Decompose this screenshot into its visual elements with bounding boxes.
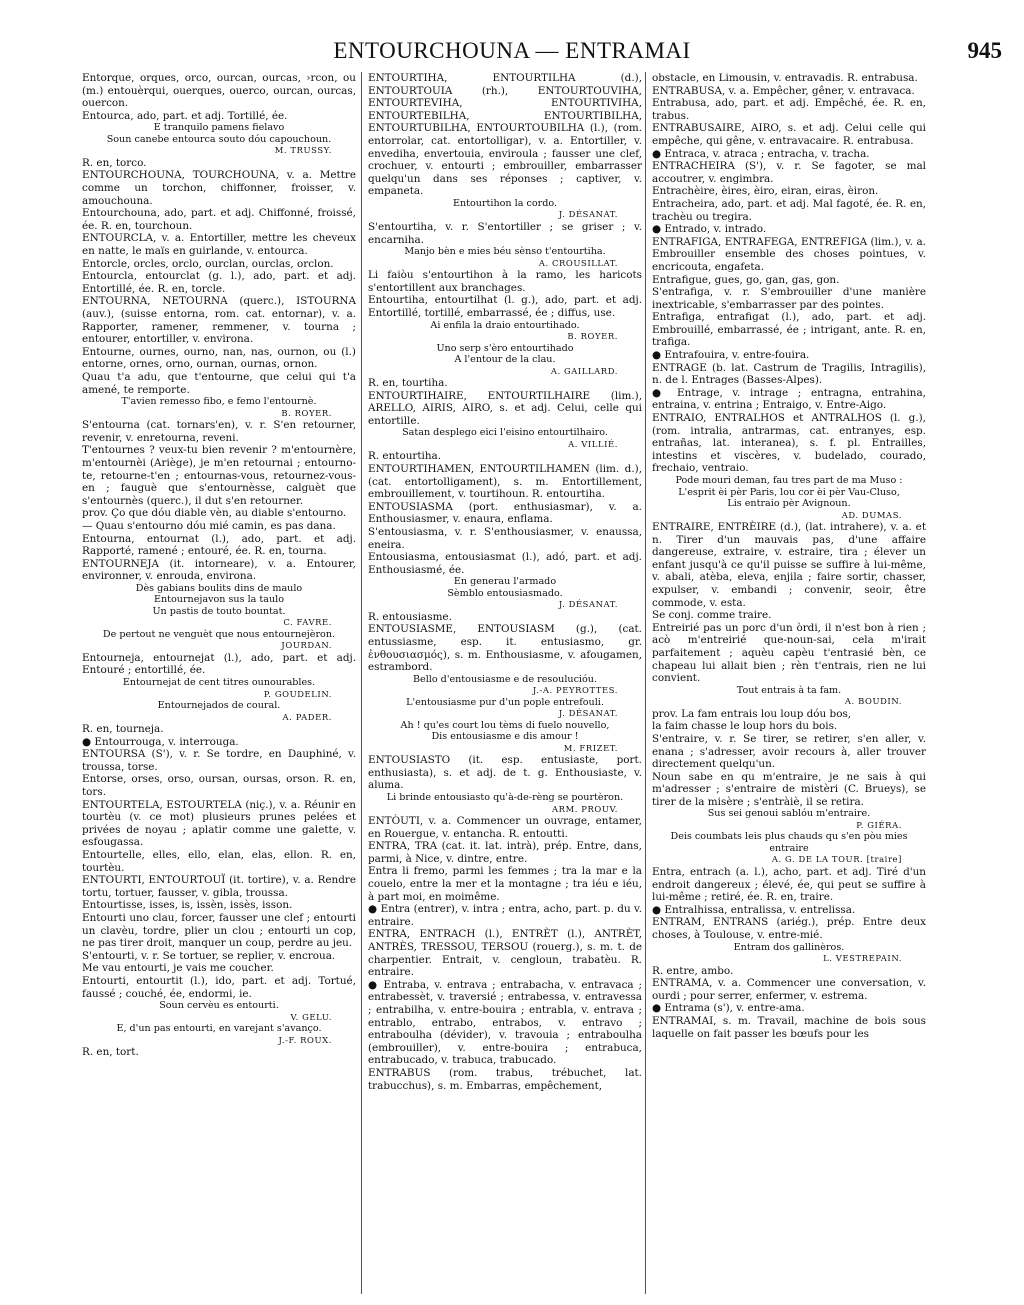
page-number: 945 — [967, 38, 1002, 63]
citation-quote: Tout entrais à ta fam. — [736, 684, 842, 696]
entry-paragraph: S'entourti, v. r. Se tortuer, se replier, v. encroua. — [82, 949, 336, 962]
citation-author: A. BOUDIN. — [844, 696, 902, 707]
entry-paragraph: Entorcle, orcles, orclo, ourclan, ourclas, orclon. — [82, 257, 334, 270]
citation-author: A. G. DE LA TOUR. [traire] — [771, 854, 902, 865]
citation-author: J. DÉSANAT. — [558, 209, 618, 220]
entry-paragraph: ENTOUSIASTO (it. esp. entusiaste, port. enthusiasta), s. et adj. de t. g. Enthousiaste, v. aluma. — [368, 754, 642, 792]
entry-paragraph: Entourcla, entourclat (g. l.), ado, part. et adj. Entortillé, ée. R. en, torcle. — [82, 270, 356, 295]
entry-paragraph: ENTOURNEJA (it. intorneare), v. a. Entourer, environner, v. enrouda, environa. — [82, 557, 356, 583]
entry-paragraph: ● Entralhissa, entralissa, v. entrelissa. — [652, 903, 856, 916]
entry-paragraph: Entourtiha, entourtilhat (l. g.), ado, part. et adj. Entortillé, tortillé, embarrassé, ée ; diffus, use. — [368, 294, 642, 319]
citation-author: P. GOUDELIN. — [263, 688, 332, 699]
citation-quote: Li brinde entousiasto qu'à-de-rèng se pourtèron. — [386, 792, 624, 804]
entry-paragraph: Entracheira, ado, part. et adj. Mal fagoté, ée. R. en, trachèu ou tregira. — [652, 197, 926, 223]
entry-paragraph: ENTOURTI, ENTOURTOUÏ (it. tortire), v. a. Rendre tortu, tortuer, fausser, v. gibla, troussa. — [82, 874, 356, 899]
entry-paragraph: Entorse, orses, orso, oursan, oursas, orson. R. en, tors. — [82, 773, 356, 799]
entry-paragraph: Entra, entrach (a. l.), acho, part. et adj. Tiré d'un endroit dangereux ; élevé, ée, qui peut se suffire à lui-même ; retiré, ée. R. en, traire. — [652, 865, 926, 904]
entry-paragraph: S'entourna (cat. tornars'en), v. r. S'en retourner, revenir, v. enretourna, reveni. — [82, 419, 356, 444]
entry-paragraph: R. en, tort. — [82, 1046, 139, 1059]
entry-paragraph: Entrafiga, entrafigat (l.), ado, part. et adj. Embrouillé, embarrassé, ée ; intrigant, ante. R. en, trafiga. — [652, 311, 926, 349]
citation-quote: Dès gabians boulits dins de maulo — [135, 582, 303, 594]
entry-paragraph: R. entousiasme. — [368, 610, 452, 623]
entry-paragraph: ● Entra (entrer), v. intra ; entra, acho, part. p. du v. entraire. — [368, 903, 642, 928]
citation-author: ARM. PROUV. — [552, 803, 618, 814]
citation-author: A. CROUSILLAT. — [538, 257, 618, 268]
citation-quote: L'entousiasme pur d'un pople entrefouli. — [406, 696, 604, 708]
citation-quote: De pertout ne venguèt que nous entournejèron. — [102, 628, 336, 640]
citation-author: P. GIÉRA. — [856, 819, 902, 830]
entry-paragraph: ENTRAMAI, s. m. Travail, machine de bois sous laquelle on fait passer les bœufs pour les — [652, 1014, 926, 1040]
entry-paragraph: R. en, tourtiha. — [368, 377, 448, 389]
citation-author: V. GELU. — [290, 1011, 332, 1022]
citation-author: J.-F. ROUX. — [278, 1034, 332, 1045]
column-middle — [368, 72, 642, 1294]
citation-quote: Soun canebe entourca souto dóu capouchoun. — [106, 133, 332, 145]
entry-paragraph: ● Entraba, v. entrava ; entrabacha, v. entravaca ; entrabessèt, v. traversié ; entrabessa, v. entravessa ; entrabilha, v. entre-bouira ; entrabla, v. entrava ; entrablo, entrabo, entrabos, v. entravo ; entraboulha (dévider), v. travouia ; entraboulha (embrouiller), v. entre-bouira ; entrabuca, entrabucado, v. trabuca, trabucado. — [368, 978, 642, 1067]
column-divider — [361, 72, 362, 1294]
citation-quote: Deis coumbats leis plus chauds qu s'en pòu mies entraire — [670, 831, 908, 854]
citation-author: C. FAVRE. — [283, 617, 332, 628]
entry-paragraph: ENTRAMA, v. a. Commencer une conversation, v. ourdi ; pour serrer, enfermer, v. estrema. — [652, 977, 926, 1002]
entry-paragraph: ENTOUSIASME, ENTOUSIASM (g.), (cat. entussiasme, esp. it. entusiasmo, gr. ἐνθουσιασμός), s. m. Enthousiasme, v. afougamen, estrambord. — [368, 623, 642, 674]
citation-quote: Sus sei genoui sablóu m'entraire. — [707, 808, 871, 820]
entry-paragraph: Entourtisse, isses, is, issèn, issès, isson. — [82, 899, 293, 912]
citation-quote: Entournejavon sus la taulo — [153, 594, 285, 606]
citation-author: A. VILLIÉ. — [568, 438, 618, 449]
entry-paragraph: Entreirié pas un porc d'un òrdi, il n'est bon à rien ; acò m'entreirié que-noun-sai, cela m'irait parfaitement ; aquèu capèu t'entrasié bèn, ce chapeau lui allait bien ; rèn t'entrais, rien ne lui convient. — [652, 621, 926, 685]
entry-paragraph: ENTRAIO, ENTRALHOS et ANTRALHOS (l. g.), (rom. intralia, antrarmas, cat. entranyes, esp. entrañas, lat. interanea), s. f. pl. Entrailles, intestins et viscères, v. budelado, courado, frechaio, ventraio. — [652, 412, 926, 475]
entry-paragraph: ENTRACHEIRA (S'), v. r. Se fagoter, se mal accoutrer, v. engimbra. — [652, 160, 926, 185]
entry-paragraph: ENTOURTELA, ESTOURTELA (niç.), v. a. Réunir en tourtèu (v. ce mot) plusieurs prunes pelées et privées de noyau ; aplatir comme une galette, v. esfougassa. — [82, 798, 356, 849]
entry-paragraph: Entourtelle, elles, ello, elan, elas, ellon. R. en, tourtèu. — [82, 849, 356, 874]
citation-author: B. ROYER. — [281, 407, 332, 418]
citation-quote: Ah ! qu'es court lou tèms di fuelo nouvello, — [400, 719, 610, 731]
entry-paragraph: S'entousiasma, v. r. S'enthousiasmer, v. enaussa, eneira. — [368, 525, 642, 551]
entry-paragraph: Entourne, ournes, ourno, nan, nas, ournon, ou (l.) entorne, ornes, orno, ournan, ournas, ornon. — [82, 345, 356, 371]
citation-quote: L'esprit èi pèr Paris, lou cor èi pèr Vau-Cluso, — [678, 486, 900, 498]
entry-paragraph: ENTRAM, ENTRANS (ariég.), prép. Entre deux choses, à Toulouse, v. entre-mié. — [652, 916, 926, 941]
entry-paragraph: Se conj. comme traire. — [652, 609, 772, 622]
entry-paragraph: Entourti, entourtit (l.), ido, part. et adj. Tortué, faussé ; couché, ée, endormi, ie. — [82, 974, 356, 1000]
entry-paragraph: ENTRAFIGA, ENTRAFEGA, ENTREFIGA (lim.), v. a. Embrouiller ensemble des choses pointues, v. encricouta, engafeta. — [652, 235, 926, 273]
entry-paragraph: Noun sabe en qu m'entraire, je ne sais à qui m'adresser ; s'entraire de mistèri (C. Brueys), se tirer de la misère ; s'entràiè, il se retira. — [652, 770, 926, 808]
entry-paragraph: R. en, tourneja. — [82, 723, 164, 736]
entry-paragraph: prov. Ço que dóu diable vèn, au diable s'entourno. — [82, 507, 347, 520]
citation-author: M. TRUSSY. — [274, 145, 332, 156]
entry-paragraph: Entourchouna, ado, part. et adj. Chiffonné, froissé, ée. R. en, tourchoun. — [82, 207, 356, 232]
page-header — [0, 36, 1024, 70]
entry-paragraph: ENTOURCHOUNA, TOURCHOUNA, v. a. Mettre comme un torchon, chiffonner, froisser, v. amouchouna. — [82, 169, 356, 207]
entry-paragraph: ● Entrafouira, v. entre-fouira. — [652, 349, 810, 362]
citation-quote: Dis entousiasme e dis amour ! — [431, 731, 579, 743]
entry-paragraph: Entousiasma, entousiasmat (l.), adó, part. et adj. Enthousiasmé, ée. — [368, 551, 642, 576]
citation-quote: Satan desplego eici l'eisino entourtilhairo. — [402, 427, 608, 439]
running-title: ENTOURCHOUNA — ENTRAMAI — [333, 38, 691, 63]
citation-quote: En generau l'armado — [453, 576, 557, 588]
entry-paragraph: Li faiòu s'entourtihon à la ramo, les haricots s'entortillent aux branchages. — [368, 269, 642, 294]
citation-quote: Entournejados de coural. — [157, 700, 281, 712]
entry-paragraph: Me vau entourti, je vais me coucher. — [82, 962, 274, 975]
entry-paragraph: ENTOURTIHAIRE, ENTOURTILHAIRE (lim.), ARELLO, AIRIS, AIRO, s. et adj. Celui, celle qui entortille. — [368, 389, 642, 427]
entry-paragraph: ENTRABUSA, v. a. Empêcher, gêner, v. entravaca. — [652, 84, 915, 97]
entry-paragraph: Entrafigue, gues, go, gan, gas, gon. — [652, 273, 840, 286]
entry-paragraph: S'entrafiga, v. r. S'embrouiller d'une manière inextricable, s'embarrasser par des pointes. — [652, 286, 926, 311]
entry-paragraph: ENTOURTIHAMEN, ENTOURTILHAMEN (lim. d.), (cat. entortolligament), s. m. Entortillement, embrouillement, v. tourtihoun. R. entourtiha. — [368, 462, 642, 501]
entry-paragraph: ● Entrage, v. intrage ; entragna, entrahina, entraina, v. entrina ; Entraigo, v. Entre-Aigo. — [652, 386, 926, 412]
citation-quote: Lis entraio pèr Avignoun. — [727, 498, 851, 509]
column-right — [652, 72, 926, 1294]
column-left — [82, 72, 356, 1294]
entry-paragraph: ENTRA, ENTRACH (l.), ENTRÈT (l.), ANTRÈT, ANTRÈS, TRESSOU, TERSOU (rouerg.), s. m. t. de charpentier. Entrait, v. cengloun, trabatèu. R. entraire. — [368, 928, 642, 979]
citation-quote: Entourtihon la cordo. — [452, 197, 558, 209]
entry-paragraph: Entrabusa, ado, part. et adj. Empêché, ée. R. en, trabus. — [652, 97, 926, 122]
entry-paragraph: ENTOUSIASMA (port. enthusiasmar), v. a. Enthousiasmer, v. enaura, enflama. — [368, 500, 642, 526]
citation-author: B. ROYER. — [567, 331, 618, 341]
entry-paragraph: Entrachèire, èires, èiro, eiran, eiras, èiron. — [652, 185, 879, 198]
entry-paragraph: ENTÒUTI, v. a. Commencer un ouvrage, entamer, en Rouergue, v. entancha. R. entoutti. — [368, 815, 642, 840]
citation-author: M. FRIZET. — [563, 742, 618, 753]
entry-paragraph: Entorque, orques, orco, ourcan, ourcas, ›rcon, ou (m.) entouèrqui, ouerques, ouerco, ourcan, ourcas, ouercon. — [82, 72, 356, 110]
entry-paragraph: ENTOURCLA, v. a. Entortiller, mettre les cheveux en natte, le maïs en guirlande, v. entourca. — [82, 232, 356, 258]
citation-author: J.-A. PEYROTTES. — [532, 685, 618, 696]
citation-quote: Un pastis de touto bountat. — [152, 605, 286, 617]
entry-paragraph: ENTRA, TRA (cat. it. lat. intrà), prép. Entre, dans, parmi, à Nice, v. dintre, entre. — [368, 840, 642, 865]
entry-paragraph: ENTOURSA (S'), v. r. Se tordre, en Dauphiné, v. troussa, torse. — [82, 748, 356, 773]
citation-quote: Bello d'entousiasme e de resoulucióu. — [412, 673, 598, 685]
citation-author: A. PADER. — [282, 711, 332, 722]
citation-quote: E, d'un pas entourti, en varejant s'avanço. — [116, 1023, 322, 1035]
column-divider — [645, 72, 646, 1294]
entry-paragraph: Entourca, ado, part. et adj. Tortillé, ée. — [82, 109, 288, 122]
entry-paragraph: ENTOURTIHA, ENTOURTILHA (d.), ENTOURTOUIA (rh.), ENTOURTOUVIHA, ENTOURTEVIHA, ENTOURTIVIHA, ENTOURTEBILHA, ENTOURTIBILHA, ENTOURTUBILHA, ENTOURTOUBILHA (l.), (rom. entorrolar, cat. entortolligar), v. a. Entortiller, v. envediha, envertouia, enviroula ; fausser une clef, crochuer, v. entourti ; embrouiller, embarrasser quelqu'un dans ses réponses ; captiver, v. empaneta. — [368, 72, 642, 198]
entry-paragraph: ENTRABUS (rom. trabus, trébuchet, lat. trabucchus), s. m. Embarras, empêchement, — [368, 1066, 642, 1092]
entry-paragraph: R. entre, ambo. — [652, 964, 734, 977]
citation-author: AD. DUMAS. — [841, 509, 902, 520]
citation-quote: Entournejat de cent titres ounourables. — [122, 677, 316, 689]
entry-paragraph: prov. La fam entrais lou loup dóu bos, — [652, 707, 852, 720]
entry-paragraph: ENTRAGE (b. lat. Castrum de Tragilis, Intragilis), n. de l. Entrages (Basses-Alpes). — [652, 361, 926, 387]
citation-author: L. VESTREPAIN. — [823, 953, 902, 964]
citation-quote: Pode mouri deman, fau tres part de ma Muso : — [675, 475, 903, 486]
entry-paragraph: S'entraire, v. r. Se tirer, se retirer, s'en aller, v. enana ; s'adresser, avoir recours à, aller trouver directement quelqu'un. — [652, 732, 926, 771]
entry-paragraph: la faim chasse le loup hors du bois. — [652, 720, 838, 733]
entry-paragraph: Entourneja, entournejat (l.), ado, part. et adj. Entouré ; entortillé, ée. — [82, 651, 356, 677]
citation-quote: Entram dos gallinèros. — [733, 941, 845, 953]
entry-paragraph: ENTRAIRE, ENTRÈIRE (d.), (lat. intrahere), v. a. et n. Tirer d'un mauvais pas, d'une affaire dangereuse, extraire, v. estraire, tira ; élever un enfant jusqu'à ce qu'il puisse se suffire à lui-même, v. abali, atèba, eleva, enjila ; faire sortir, chasser, expulser, v. embandi ; convenir, seoir, être commode, v. esta. — [652, 521, 926, 609]
citation-author: JOURDAN. — [281, 640, 332, 651]
citation-quote: Soun cervèu es entourti. — [159, 1000, 279, 1012]
entry-paragraph: ● Entourrouga, v. interrouga. — [82, 735, 239, 748]
citation-quote: A l'entour de la clau. — [454, 354, 556, 365]
entry-paragraph: ENTRABUSAIRE, AIRO, s. et adj. Celui celle qui empêche, qui gêne, v. entravacaire. R. entrabusa. — [652, 122, 926, 147]
entry-paragraph: ● Entrama (s'), v. entre-ama. — [652, 1002, 805, 1015]
citation-quote: Manjo bèn e mies béu sènso t'entourtiha. — [404, 246, 606, 258]
entry-paragraph: obstacle, en Limousin, v. entravadis. R. entrabusa. — [652, 72, 918, 84]
entry-paragraph: S'entourtiha, v. r. S'entortiller ; se griser ; v. encarniha. — [368, 220, 642, 246]
entry-paragraph: Entourti uno clau, forcer, fausser une clef ; entourti un clavèu, tordre, plier un clou ; entourti un cop, ne pas tirer droit, manquer un coup, perdre au jeu. — [82, 911, 356, 950]
citation-quote: Uno serp s'èro entourtihado — [436, 342, 574, 354]
entry-paragraph: Entra li fremo, parmi les femmes ; tra la mar e la couelo, entre la mer et la montagne ; tra iéu e iéu, à part moi, en moimême. — [368, 865, 642, 903]
citation-author: J. DÉSANAT. — [558, 708, 618, 719]
entry-paragraph: — Quau s'entourno dóu mié camin, es pas dana. — [82, 519, 336, 532]
entry-paragraph: R. entourtiha. — [368, 450, 442, 463]
entry-paragraph: ENTOURNA, NETOURNA (querc.), ISTOURNA (auv.), (suisse entorna, rom. cat. entornar), v. a. Rapporter, ramener, remmener, v. tourna ; entourer, entortiller, v. environa. — [82, 295, 356, 346]
entry-paragraph: R. en, torco. — [82, 156, 147, 169]
citation-quote: T'avien remesso fibo, e femo l'entournè. — [121, 396, 317, 408]
entry-paragraph: Quau t'a adu, que t'entourne, que celui qui t'a amené, te remporte. — [82, 370, 356, 396]
citation-author: J. DÉSANAT. — [558, 599, 618, 610]
citation-quote: E tranquilo pamens fielavo — [153, 122, 285, 134]
citation-author: A. GAILLARD. — [550, 365, 618, 376]
entry-paragraph: Entourna, entournat (l.), ado, part. et adj. Rapporté, ramené ; entouré, ée. R. en, tourna. — [82, 532, 356, 558]
citation-quote: Sèmblo entousiasmado. — [447, 587, 563, 599]
entry-paragraph: ● Entraca, v. atraca ; entracha, v. tracha. — [652, 147, 870, 160]
citation-quote: Ai enfila la draio entourtihado. — [430, 319, 580, 331]
entry-paragraph: T'entournes ? veux-tu bien revenir ? m'entournère, m'entournèi (Ariège), je m'en retournai ; entourno-te, retourne-t'en ; entournas-vous, retournez-vous-en ; fauguè que s'entournèsse, calguèt que s'entournès (querc.), il dut s'en retourner. — [82, 444, 356, 507]
entry-paragraph: ● Entrado, v. intrado. — [652, 223, 767, 236]
